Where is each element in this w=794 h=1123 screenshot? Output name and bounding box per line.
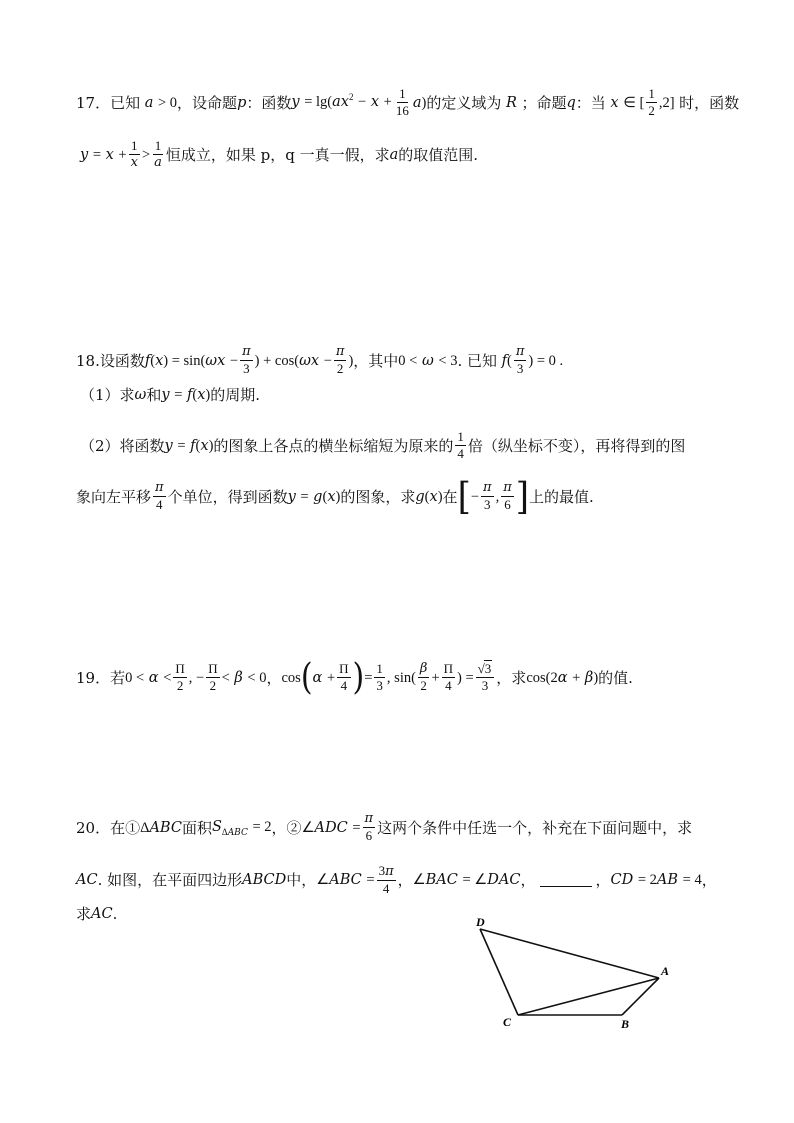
- q18-fraction-pi-3: $\frac{\pi}{3}$: [242, 344, 251, 376]
- q19-formula-alpha-range: 0 < α <: [125, 669, 172, 686]
- q20-text-9: ，: [595, 871, 611, 889]
- q19-formula-comma-minus: , −: [188, 669, 205, 686]
- q17-fraction-1-a: $\frac{1}{a}$: [154, 138, 162, 170]
- q19-formula-eq: =: [364, 669, 373, 686]
- q18-formula-y-fx: y = f(x): [161, 387, 211, 403]
- q18-bracket-right: ]: [515, 474, 529, 519]
- segment-DC: [480, 929, 518, 1015]
- q18-text-2: ，其中: [353, 351, 399, 370]
- q19-formula-sin: , sin(: [386, 669, 416, 686]
- q17-formula-gt: >: [141, 146, 151, 163]
- q18-formula-gx: g(x): [415, 488, 443, 505]
- q20-text-2: 面积: [181, 818, 212, 837]
- q17-number: 17．: [76, 93, 111, 112]
- q19-fraction-1-3: $\frac{1}{3}$: [376, 661, 383, 693]
- q19-fraction-Pi-4-b: $\frac{\Pi}{4}$: [443, 661, 454, 693]
- q19-formula-plus: +: [431, 669, 440, 686]
- q17-text-3: ：函数: [246, 93, 292, 112]
- q18-part2-text-h: 上的最值.: [529, 487, 594, 506]
- q17-formula-a-positive: a > 0: [140, 94, 178, 111]
- q18-fraction-pi-4: $\frac{\pi}{4}$: [155, 480, 164, 512]
- q18-formula-f: f(x) = sin(ωx −: [144, 352, 239, 369]
- q20-text-7: ，: [397, 871, 413, 889]
- q18-part2-text-c: 倍（纵坐标不变），再将得到的图: [467, 436, 686, 455]
- q17-text-2: ，设命题: [177, 93, 238, 112]
- q18-number: 18.: [76, 351, 100, 370]
- q17-formula-lg: $y = \lg(ax^2 - x$ +: [291, 92, 392, 110]
- q18-part2-text-d: 象向左平移: [76, 487, 152, 506]
- q17-text-5: ；命题: [521, 93, 567, 112]
- q19-formula-alpha-plus: α +: [312, 669, 336, 686]
- figure-lines: [480, 929, 659, 1015]
- q17-formula-lg-end: a): [412, 94, 427, 111]
- q18-bracket-left: [: [457, 474, 471, 519]
- q20-formula-triangle: ΔABC: [140, 819, 182, 836]
- q19-fraction-Pi-2-b: $\frac{\Pi}{2}$: [208, 661, 218, 693]
- q18-part2-text-g: 在: [442, 487, 458, 506]
- q20-text-1: 在①: [110, 818, 141, 837]
- q17-text-6: ：当: [575, 93, 606, 112]
- q18-fraction-pi-6: $\frac{\pi}{6}$: [503, 480, 512, 512]
- q19-fraction-sqrt3-3: $\frac{√3}{3}$: [476, 662, 495, 693]
- q17-fraction-1-x: $\frac{1}{x}$: [130, 138, 138, 170]
- q18-formula-omega-range: 0 < ω < 3: [398, 352, 458, 369]
- q19-number: 19．: [76, 668, 111, 687]
- q20-formula-area: $S_{\Delta ABC} = 2$: [211, 818, 272, 838]
- q20-text-3: ，②: [271, 818, 302, 837]
- q17-fraction-1-16: $\frac{1}{16}$: [395, 86, 409, 118]
- q18-formula-minus: −: [470, 488, 480, 505]
- q18-part2-text-f: 的图象，求: [340, 487, 416, 506]
- q20-formula-angle-eq: ∠BAC = ∠DAC: [412, 872, 521, 888]
- q18-part2-text-e: 个单位，得到函数: [167, 487, 288, 506]
- q18-formula-f-mid: ) + cos(ωx −: [254, 352, 332, 369]
- q20-fraction-pi-6: $\frac{\pi}{6}$: [364, 811, 374, 843]
- q19-paren-left: (: [300, 655, 313, 698]
- q18-part2-text-a: （2）将函数: [80, 436, 165, 455]
- q20-formula-angle-abc: ∠ABC =: [316, 872, 375, 888]
- q18-formula-f-end: ): [348, 352, 354, 369]
- q18-text-3: . 已知: [457, 351, 498, 370]
- q20-text-11: 求: [76, 905, 92, 923]
- q20-text-10: ，: [701, 871, 717, 889]
- q20-text-12: .: [112, 905, 118, 923]
- q20-formula-abcd: ABCD: [242, 872, 287, 888]
- q19-text-4: 的值.: [598, 668, 633, 687]
- q18-text-1: 设函数: [99, 351, 145, 370]
- q19-formula-eq-2: ) =: [457, 669, 474, 686]
- q19-text-2: ，: [266, 668, 282, 687]
- q19-paren-right: ): [352, 655, 365, 698]
- q19-formula-cos: cos: [281, 669, 301, 686]
- q18-part1-text-c: 的周期.: [210, 386, 261, 404]
- q18-fraction-pi-2: $\frac{\pi}{2}$: [335, 344, 345, 376]
- q18-part1-text-a: （1）求: [80, 386, 135, 404]
- label-D: D: [476, 915, 485, 929]
- q20-text-8: ，: [520, 871, 536, 889]
- q18-fraction-pi-3-b: $\frac{\pi}{3}$: [515, 344, 525, 376]
- q17-text-7: 时，函数: [679, 93, 740, 112]
- q18-formula-comma: ,: [495, 488, 500, 505]
- q18-fraction-pi-3-c: $\frac{\pi}{3}$: [483, 480, 492, 512]
- q17-text-8: 恒成立，如果 p，q 一真一假，求: [165, 145, 390, 164]
- label-B: B: [621, 1017, 630, 1031]
- label-A: A: [661, 964, 670, 978]
- q17-text-4: 的定义域为: [426, 93, 502, 112]
- q18-formula-y-gx: y = g(x): [287, 488, 341, 505]
- q17-formula-interval-end: ,2]: [658, 94, 675, 111]
- q18-formula-f-pi3-end: ) = 0 .: [528, 352, 564, 369]
- q17-fraction-1-2: $\frac{1}{2}$: [648, 86, 655, 118]
- q19-formula-target: cos(2α + β): [526, 669, 599, 686]
- q19-text-1: 若: [110, 668, 126, 687]
- q20-fraction-3pi-4: $\frac{3\pi}{4}$: [378, 863, 394, 896]
- segment-DA: [480, 929, 659, 978]
- q20-formula-angle-adc: ∠ADC =: [301, 819, 361, 836]
- q20-text-5: . 如图，在平面四边形: [97, 871, 243, 889]
- q17-formula-p: p: [237, 94, 247, 111]
- q18-formula-omega: ω: [134, 387, 147, 403]
- q17-formula-a: a: [389, 146, 399, 163]
- q19-fraction-Pi-4: $\frac{\Pi}{4}$: [339, 661, 349, 693]
- q20-number: 20．: [76, 818, 111, 837]
- q18-fraction-1-4: $\frac{1}{4}$: [457, 429, 464, 461]
- q20-text-4: 这两个条件中任选一个，补充在下面问题中，求: [377, 818, 693, 837]
- q17-formula-y: y = x +: [80, 146, 127, 163]
- q18-part1-text-b: 和: [146, 386, 162, 404]
- label-C: C: [503, 1015, 512, 1029]
- q18-part2-text-b: 的图象上各点的横坐标缩短为原来的: [213, 436, 454, 455]
- q17-formula-interval: x ∈ [: [605, 94, 645, 111]
- q17-formula-R: R: [501, 94, 522, 111]
- q20-text-6: 中，: [286, 871, 317, 889]
- q19-fraction-Pi-2: $\frac{\Pi}{2}$: [175, 661, 185, 693]
- q18-formula-f-pi3: f(: [497, 352, 512, 369]
- q18-formula-y-fx-2: y = f(x): [164, 437, 214, 454]
- q17-formula-q: q: [566, 94, 576, 111]
- q19-fraction-beta-2: $\frac{\beta}{2}$: [419, 661, 428, 693]
- q17-text-9: 的取值范围.: [398, 145, 479, 164]
- q19-formula-beta-range: < β < 0: [221, 669, 267, 686]
- q17-text-1: 已知: [110, 93, 141, 112]
- q20-formula-ac-2: AC: [91, 906, 113, 922]
- q20-formula-cd: CD = 2AB = 4: [610, 872, 702, 888]
- segment-CA: [518, 978, 659, 1015]
- q20-formula-ac: AC: [76, 872, 98, 888]
- q19-text-3: ，求: [496, 668, 527, 687]
